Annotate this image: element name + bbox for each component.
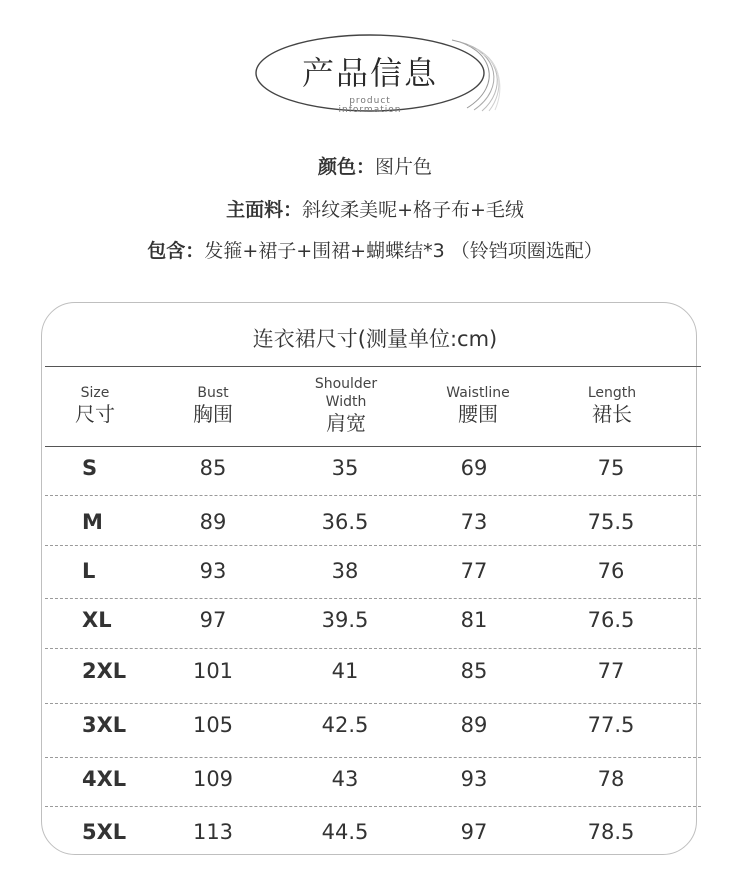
size-cell: 4XL [82, 767, 127, 791]
measurement-cell: 73 [460, 510, 488, 534]
measurement-cell: 77 [460, 559, 488, 583]
measurement-cell: 75.5 [587, 510, 635, 534]
measurement-cell: 35 [331, 456, 359, 480]
info-includes-label: 包含： [147, 240, 205, 262]
column-header-waist-cn: 腰围 [458, 402, 498, 426]
info-color [0, 152, 750, 179]
info-material-value: 斜纹柔美呢+格子布+毛绒 [302, 199, 524, 221]
measurement-cell: 78 [597, 767, 625, 791]
column-header-shoulder [296, 375, 396, 435]
measurement-cell: 89 [199, 510, 227, 534]
column-header-bust-en: Bust [197, 385, 229, 401]
column-header-shoulder-cn: 肩宽 [326, 411, 366, 435]
measurement-cell: 44.5 [321, 820, 369, 844]
measurement-cell: 101 [192, 659, 234, 683]
size-cell: 5XL [82, 820, 127, 844]
measurement-cell: 43 [331, 767, 359, 791]
measurement-cell: 39.5 [321, 608, 369, 632]
measurement-cell: 76 [597, 559, 625, 583]
row-divider [45, 648, 701, 649]
measurement-cell: 41 [331, 659, 359, 683]
measurement-cell: 36.5 [321, 510, 369, 534]
column-header-bust [173, 384, 253, 426]
column-header-length-cn: 裙长 [592, 402, 632, 426]
info-color-label: 颜色： [317, 156, 375, 178]
measurement-cell: 85 [460, 659, 488, 683]
column-header-size [55, 384, 135, 426]
measurement-cell: 89 [460, 713, 488, 737]
info-color-value: 图片色 [375, 156, 433, 178]
measurement-cell: 81 [460, 608, 488, 632]
size-cell: S [82, 456, 98, 480]
measurement-cell: 109 [192, 767, 234, 791]
measurement-cell: 93 [460, 767, 488, 791]
measurement-cell: 97 [460, 820, 488, 844]
size-table-title: 连衣裙尺寸(测量单位:cm) [252, 327, 498, 351]
measurement-cell: 38 [331, 559, 359, 583]
measurement-cell: 69 [460, 456, 488, 480]
row-divider [45, 545, 701, 546]
page-title: 产品信息 [301, 54, 438, 92]
size-cell: 3XL [82, 713, 127, 737]
measurement-cell: 77.5 [587, 713, 635, 737]
size-cell: XL [82, 608, 112, 632]
measurement-cell: 78.5 [587, 820, 635, 844]
size-cell: 2XL [82, 659, 127, 683]
size-cell: M [82, 510, 103, 534]
info-material [0, 195, 750, 222]
page-subtitle-line2: information [338, 105, 402, 115]
column-header-waist-en: Waistline [446, 385, 510, 401]
size-cell: L [82, 559, 96, 583]
row-divider [45, 598, 701, 599]
measurement-cell: 76.5 [587, 608, 635, 632]
column-header-shoulder-en1: Shoulder [314, 376, 378, 392]
row-divider [45, 806, 701, 807]
measurement-cell: 75 [597, 456, 625, 480]
product-info-badge [252, 30, 502, 120]
info-material-label: 主面料： [226, 199, 303, 221]
measurement-cell: 42.5 [321, 713, 369, 737]
column-header-bust-cn: 胸围 [193, 402, 233, 426]
measurement-cell: 113 [192, 820, 234, 844]
column-header-length-en: Length [587, 385, 637, 401]
measurement-cell: 97 [199, 608, 227, 632]
column-header-length [562, 384, 662, 426]
row-divider [45, 757, 701, 758]
info-includes-value: 发箍+裙子+围裙+蝴蝶结*3 （铃铛项圈选配） [204, 240, 603, 262]
table-divider [45, 366, 701, 367]
measurement-cell: 77 [597, 659, 625, 683]
column-header-size-en: Size [80, 385, 110, 401]
column-header-size-cn: 尺寸 [75, 402, 115, 426]
row-divider [45, 495, 701, 496]
column-header-shoulder-en2: Width [325, 394, 367, 410]
measurement-cell: 85 [199, 456, 227, 480]
measurement-cell: 105 [192, 713, 234, 737]
info-includes [0, 236, 750, 263]
page-subtitle-line1: product [349, 96, 391, 106]
row-divider [45, 703, 701, 704]
column-header-waist [428, 384, 528, 426]
measurement-cell: 93 [199, 559, 227, 583]
table-divider [45, 446, 701, 447]
